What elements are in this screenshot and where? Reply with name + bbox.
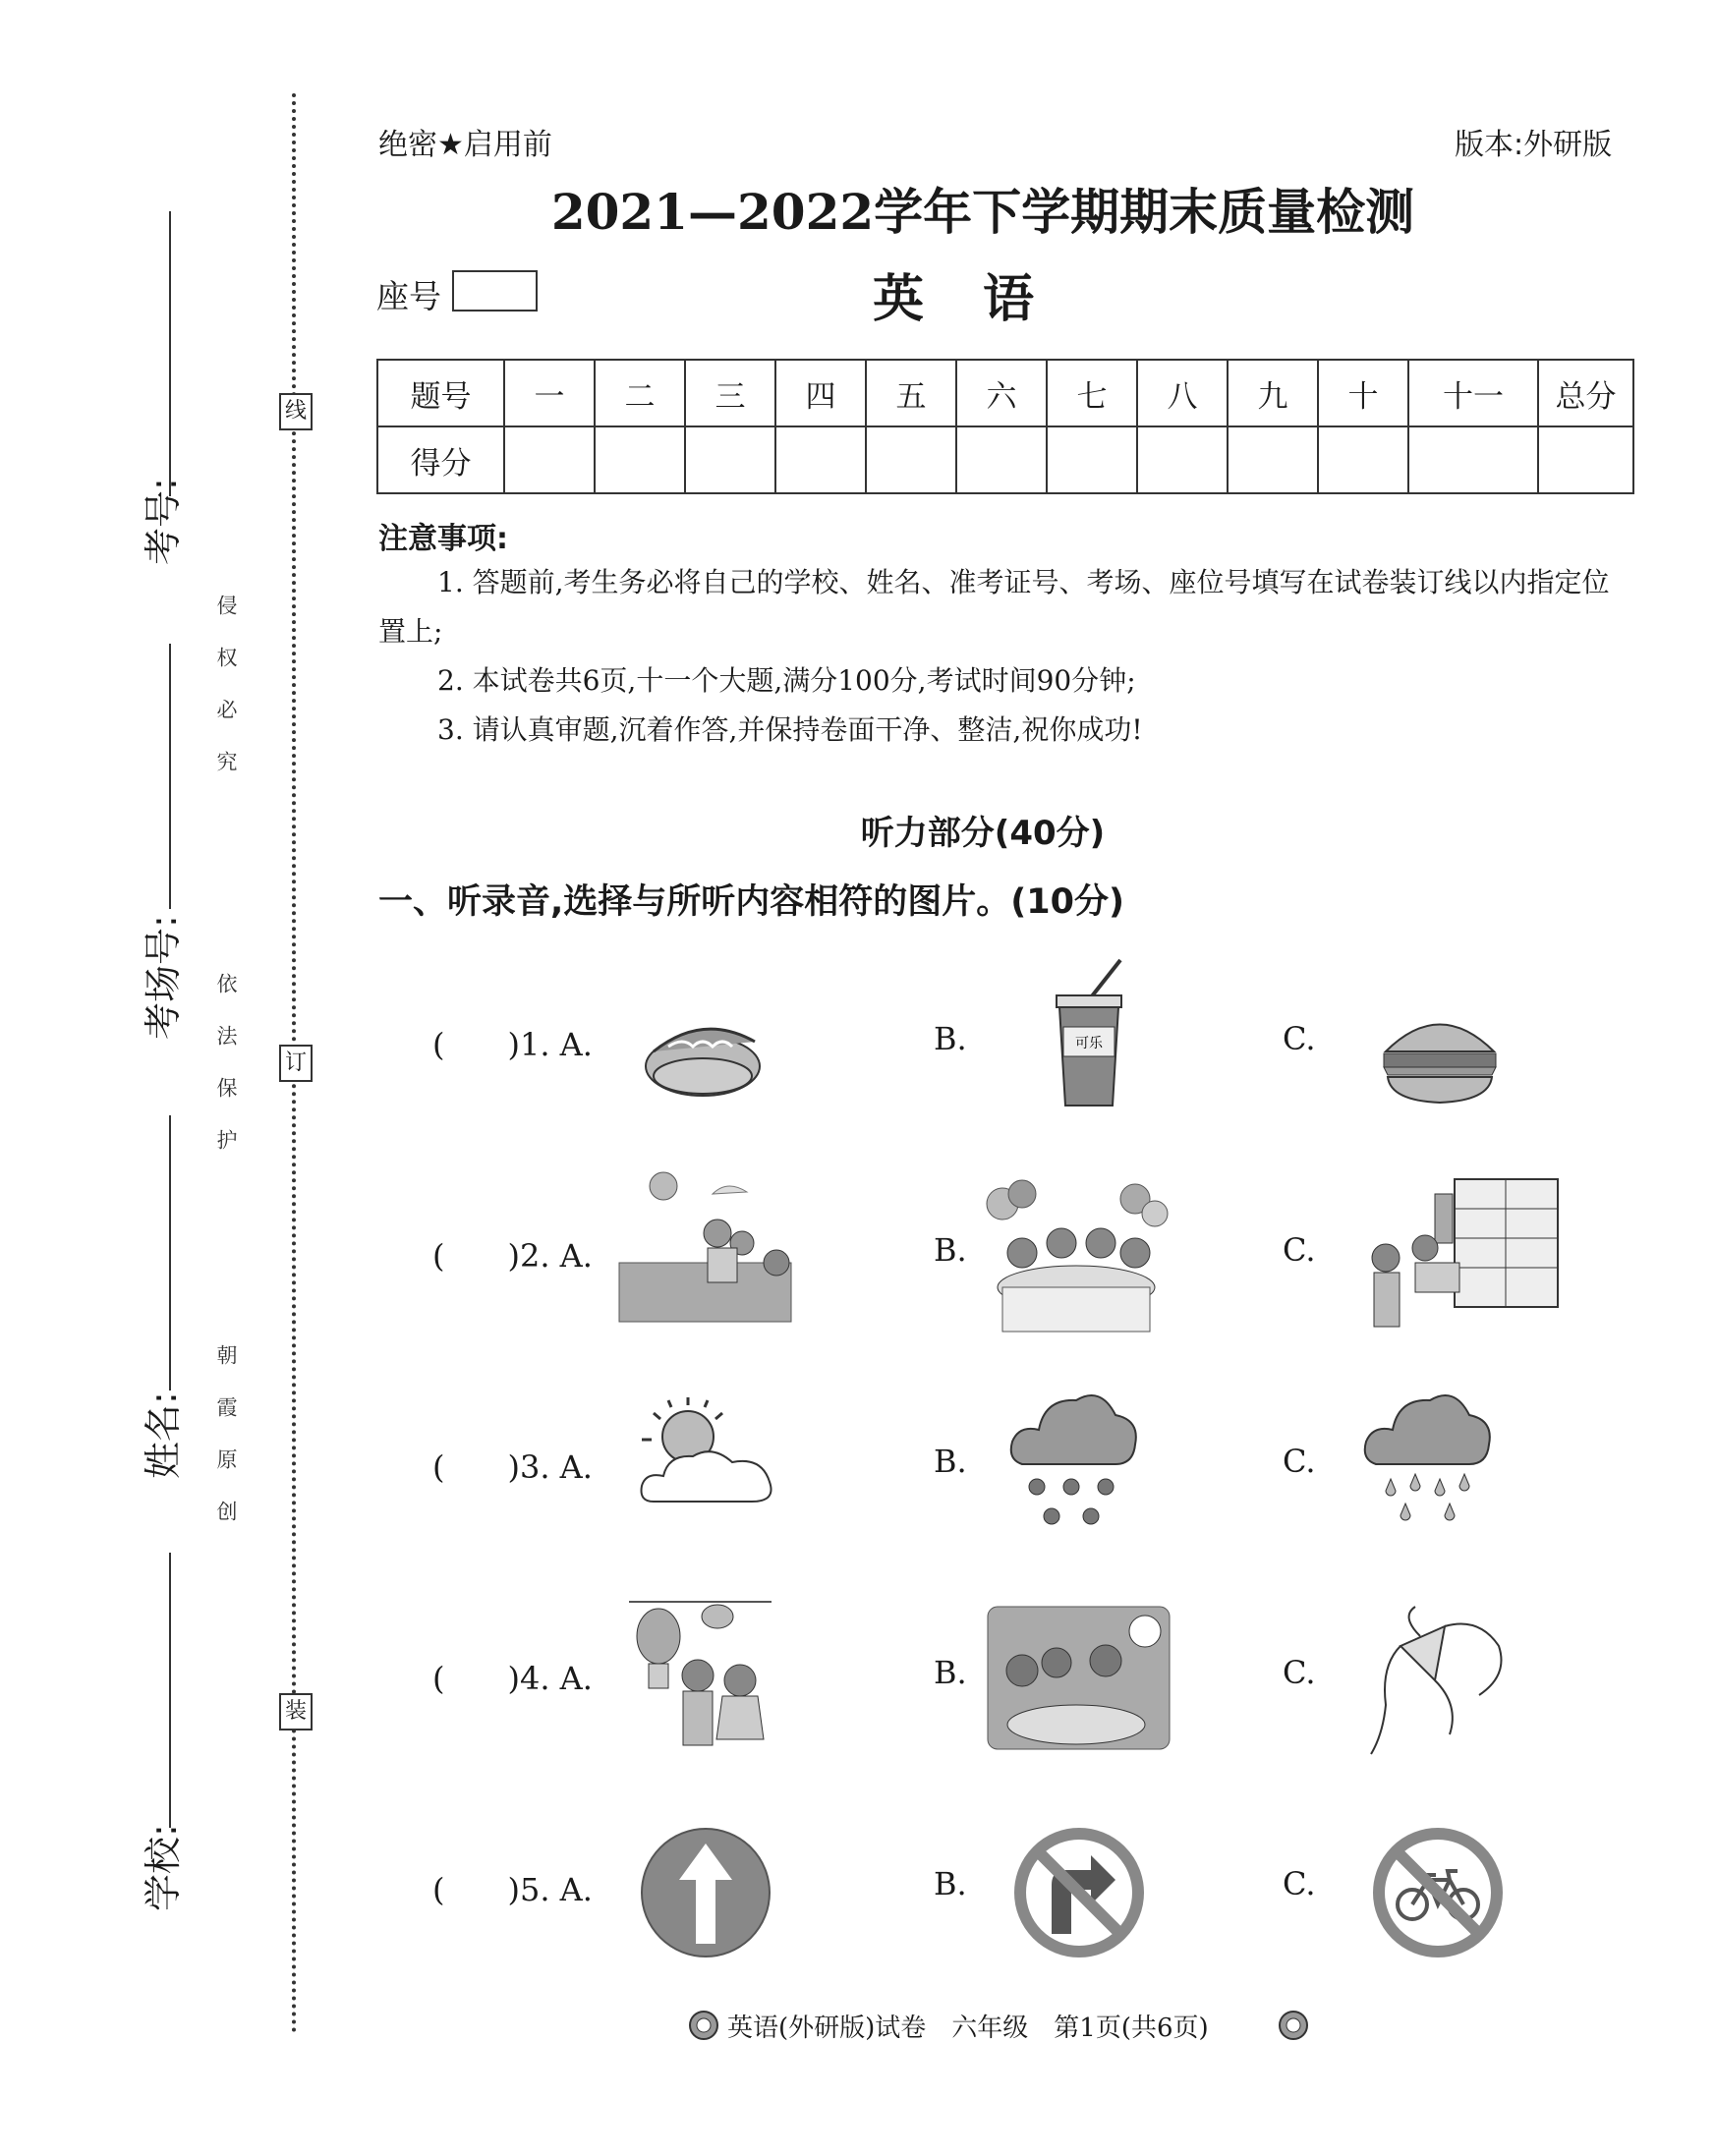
score-header-cell: 八	[1137, 360, 1228, 426]
score-cell[interactable]	[685, 426, 775, 493]
note-item-2: 2. 本试卷共6页,十一个大题,满分100分,考试时间90分钟;	[437, 664, 1136, 697]
note-item-1: 1. 答题前,考生务必将自己的学校、姓名、准考证号、考场、座位号填写在试卷装订线以内指定位置上;	[378, 566, 1610, 648]
library-picture[interactable]	[1337, 1174, 1563, 1341]
question-2-number: ( )2. A.	[432, 1237, 593, 1275]
binding-mark-order: 订	[279, 1045, 313, 1082]
no-bicycles-sign-picture[interactable]	[1371, 1826, 1505, 1959]
question-3-number: ( )3. A.	[432, 1448, 593, 1486]
question-4-option-c: C.	[1283, 1654, 1316, 1691]
score-cell[interactable]	[775, 426, 866, 493]
score-cell[interactable]	[1137, 426, 1228, 493]
notes-heading: 注意事项:	[378, 522, 508, 556]
picnic-picture[interactable]	[614, 1164, 796, 1332]
score-cell[interactable]	[1318, 426, 1408, 493]
question-3-option-b: B.	[934, 1443, 967, 1480]
party-picture[interactable]	[978, 1179, 1174, 1336]
publisher-logo-icon	[1278, 2010, 1309, 2041]
score-cell[interactable]	[1228, 426, 1318, 493]
version-label: 版本:外研版	[1455, 128, 1613, 162]
sunny-cloudy-picture[interactable]	[634, 1395, 776, 1508]
section-1-heading: 一、听录音,选择与所听内容相符的图片。(10分)	[378, 882, 1124, 922]
score-header-cell: 五	[866, 360, 956, 426]
no-right-turn-sign-picture[interactable]	[1012, 1826, 1146, 1959]
binding-mark-line: 线	[279, 393, 313, 430]
copyright-text-1: 侵权必究	[214, 595, 238, 803]
question-2-option-c: C.	[1283, 1231, 1316, 1269]
question-5-option-c: C.	[1283, 1865, 1316, 1902]
question-3-option-c: C.	[1283, 1443, 1316, 1480]
question-1-option-c: C.	[1283, 1020, 1316, 1057]
page-footer: 英语(外研版)试卷 六年级 第1页(共6页)	[727, 2014, 1209, 2043]
score-cell[interactable]	[1408, 426, 1538, 493]
score-header-cell: 题号	[377, 360, 504, 426]
listening-part-title: 听力部分(40分)	[860, 814, 1106, 853]
score-header-cell: 三	[685, 360, 775, 426]
score-header-cell: 十一	[1408, 360, 1538, 426]
question-5-number: ( )5. A.	[432, 1871, 593, 1908]
question-5-option-b: B.	[934, 1865, 967, 1902]
score-cell[interactable]	[956, 426, 1047, 493]
score-cell[interactable]	[504, 426, 595, 493]
question-4-number: ( )4. A.	[432, 1660, 593, 1697]
hamburger-picture[interactable]	[1376, 1002, 1504, 1110]
question-2-option-b: B.	[934, 1231, 967, 1269]
hot-dog-picture[interactable]	[639, 993, 767, 1110]
publisher-logo-icon	[688, 2010, 719, 2041]
go-straight-sign-picture[interactable]	[639, 1826, 772, 1959]
score-header-cell: 二	[595, 360, 685, 426]
question-4-option-b: B.	[934, 1654, 967, 1691]
confidential-label: 绝密★启用前	[378, 128, 552, 162]
score-header-cell: 七	[1047, 360, 1137, 426]
cola-cup-picture[interactable]	[1032, 958, 1150, 1110]
school-line	[169, 1553, 171, 1828]
score-header-cell: 一	[504, 360, 595, 426]
score-header-cell: 总分	[1538, 360, 1633, 426]
copyright-text-3: 朝霞原创	[214, 1344, 238, 1553]
score-cell[interactable]	[866, 426, 956, 493]
exam-room-line	[169, 644, 171, 909]
question-1-option-b: B.	[934, 1020, 967, 1057]
binding-mark-bind: 装	[279, 1693, 313, 1730]
score-header-cell: 九	[1228, 360, 1318, 426]
score-cell[interactable]	[595, 426, 685, 493]
score-row-label: 得分	[377, 426, 504, 493]
score-cell[interactable]	[1538, 426, 1633, 493]
rainy-picture[interactable]	[1361, 1381, 1494, 1528]
seat-label: 座号	[376, 277, 441, 315]
score-header-cell: 六	[956, 360, 1047, 426]
cola-label-text: 可乐	[1075, 1036, 1103, 1051]
zongzi-picture[interactable]	[1361, 1597, 1514, 1759]
score-cell[interactable]	[1047, 426, 1137, 493]
question-1-number: ( )1. A.	[432, 1026, 593, 1063]
note-item-3: 3. 请认真审题,沉着作答,并保持卷面干净、整洁,祝你成功!	[437, 713, 1143, 746]
copyright-text-2: 依法保护	[214, 973, 238, 1181]
moon-festival-picture[interactable]	[983, 1602, 1174, 1754]
name-line	[169, 1115, 171, 1390]
score-header-cell: 四	[775, 360, 866, 426]
page-title: 2021—2022学年下学期期末质量检测	[550, 183, 1415, 241]
exam-number-line	[169, 211, 171, 496]
subject-title: 英语	[872, 270, 1093, 329]
score-table	[376, 359, 1634, 494]
snowy-picture[interactable]	[1007, 1381, 1140, 1528]
score-header-cell: 十	[1318, 360, 1408, 426]
lanterns-picture[interactable]	[624, 1592, 776, 1764]
